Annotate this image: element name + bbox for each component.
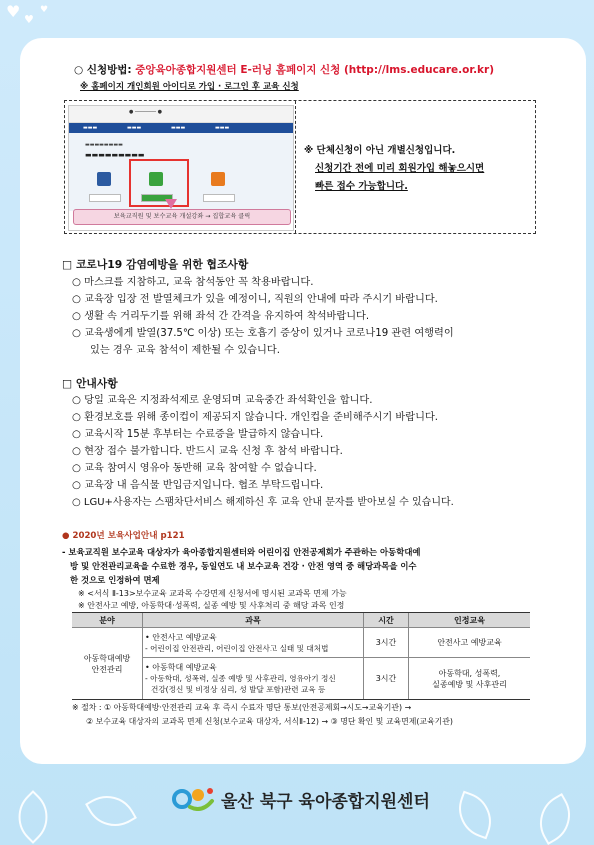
site-nav-item: ▬▬▬: [171, 125, 186, 131]
heart-icon: ♥: [6, 2, 21, 21]
course-button[interactable]: [89, 194, 121, 202]
site-logo: ● ─────── ●: [129, 109, 162, 115]
table-row: [72, 628, 530, 658]
policy-title: ● 2020년 보육사업안내 p121: [62, 531, 185, 541]
subject-cell: [143, 658, 364, 700]
policy-para: 한 것으로 인정하여 면제: [70, 575, 160, 585]
guide-line: ○ 교육 참여시 영유아 동반해 교육 참여할 수 없습니다.: [72, 463, 317, 474]
site-nav-item: ▬▬▬: [215, 125, 230, 131]
method-url[interactable]: (http://lms.educare.or.kr): [343, 64, 495, 76]
recognized-line: 실종예방 및 사후관리: [432, 679, 507, 689]
course-icon: [211, 172, 225, 186]
covid-line: ○ 교육생에게 발열(37.5℃ 이상) 또는 호흡기 증상이 있거나 코로나19 관련 여행력이: [72, 328, 454, 339]
field-line: 안전관리: [91, 664, 123, 674]
guide-line: ○ 현장 접수 불가합니다. 반드시 교육 신청 후 참석 바랍니다.: [72, 446, 343, 457]
time-cell: 3시간: [364, 658, 409, 700]
covid-line: ○ 생활 속 거리두기를 위해 좌석 간 간격을 유지하여 착석바랍니다.: [72, 311, 370, 322]
table-header: 분야: [72, 613, 143, 628]
guide-line: ○ LGU+사용자는 스팸차단서비스 해제하신 후 교육 안내 문자를 받아보실 수 있습니다.: [72, 497, 454, 508]
arrow-down-icon: [165, 199, 177, 209]
site-nav: [69, 123, 293, 133]
site-hero-subtitle: ▬▬▬▬▬▬▬▬: [85, 142, 123, 148]
box-divider: [295, 101, 296, 233]
recognized-cell: [409, 658, 531, 700]
guide-heading: □ 안내사항: [62, 377, 118, 390]
policy-note: ※ <서식 Ⅱ-13>보수교육 교과목 수강면제 신청서에 명시된 교과목 면제 가능: [78, 589, 347, 598]
recognized-line: 안전사고 예방교육: [437, 638, 502, 647]
covid-heading: □ 코로나19 감염예방을 위한 협조사항: [62, 258, 249, 271]
guide-line: ○ 교육시작 15분 후부터는 수료증을 발급하지 않습니다.: [72, 429, 324, 440]
site-nav-item: ▬▬▬: [127, 125, 142, 131]
field-cell: [72, 628, 143, 700]
method-line: [74, 64, 494, 77]
procedure-line: ② 보수교육 대상자의 교과목 면제 신청(보수교육 대상자, 서식Ⅱ-12) → ③ 명단 확인 및 교육면제(교육기관): [86, 717, 453, 726]
screenshot-note-1: ※ 단체신청이 아닌 개별신청입니다.: [304, 145, 456, 156]
elearning-site-screenshot: [68, 105, 294, 231]
procedure-line: ※ 절차 : ① 아동학대예방·안전관리 교육 후 즉시 수료자 명단 통보(안전공제회→시도→교육기관) →: [72, 703, 412, 712]
guide-line: ○ 당일 교육은 지정좌석제로 운영되며 교육중간 좌석확인을 합니다.: [72, 395, 373, 406]
subject-line: • 아동학대 예방교육: [145, 663, 217, 672]
site-topbar: [69, 106, 293, 123]
table-header-row: [72, 613, 530, 628]
method-center: 중앙육아종합지원센터 E-러닝 홈페이지 신청: [135, 64, 341, 76]
site-hero-title: ▬▬▬▬▬▬▬▬▬: [85, 151, 145, 159]
highlight-box: [129, 159, 189, 207]
subject-line: - 어린이집 안전관리, 어린이집 안전사고 실태 및 대처법: [145, 643, 329, 653]
method-note: ※ 홈페이지 개인회원 아이디로 가입 · 로그인 후 교육 신청: [80, 82, 299, 92]
table-header: 인정교육: [409, 613, 531, 628]
guide-line: ○ 환경보호를 위해 종이컵이 제공되지 않습니다. 개인컵을 준비해주시기 바랍니다.: [72, 412, 439, 423]
recognized-cell: [409, 628, 531, 658]
policy-note: ※ 안전사고 예방, 아동학대·성폭력, 실종 예방 및 사후처리 중 해당 과목 인정: [78, 601, 345, 610]
covid-line: ○ 마스크를 지참하고, 교육 참석동안 꼭 착용바랍니다.: [72, 277, 314, 288]
screenshot-callout: 보육교직원 및 보수교육 개설강좌 → 집합교육 클릭: [73, 209, 291, 225]
subject-line: 건강(정신 및 비정상 심리, 성 발달 포함)관련 교육 등: [151, 685, 326, 694]
time-cell: 3시간: [364, 628, 409, 658]
table-header: 과목: [143, 613, 364, 628]
field-line: 아동학대예방: [83, 653, 131, 663]
guide-line: ○ 교육장 내 음식물 반입금지입니다. 협조 부탁드립니다.: [72, 480, 324, 491]
heart-icon: ♥: [40, 5, 49, 15]
subject-line: • 안전사고 예방교육: [145, 632, 217, 642]
method-prefix: ○ 신청방법:: [74, 64, 132, 76]
recognized-line: 아동학대, 성폭력,: [438, 668, 501, 678]
exemption-table: [72, 612, 530, 700]
course-icon: [97, 172, 111, 186]
subject-line: - 아동학대, 성폭력, 실종 예방 및 사후관리, 영유아기 정신: [145, 674, 336, 683]
policy-para: 방 및 안전관리교육을 수료한 경우, 동일연도 내 보수교육 건강 · 안전 영역 중 해당과목을 이수: [70, 561, 417, 571]
policy-para: - 보육교직원 보수교육 대상자가 육아종합지원센터와 어린이집 안전공제회가 주관하는 아동학대예: [62, 547, 421, 557]
center-logo-icon: [172, 785, 216, 811]
screenshot-note-3: 빠른 접수 가능합니다.: [315, 181, 408, 192]
subject-cell: [143, 628, 364, 658]
table-header: 시간: [364, 613, 409, 628]
covid-line: ○ 교육장 입장 전 발열체크가 있을 예정이니, 직원의 안내에 따라 주시기 바랍니다.: [72, 294, 438, 305]
screenshot-note-2: 신청기간 전에 미리 회원가입 해놓으시면: [315, 163, 485, 174]
center-name: 울산 북구 육아종합지원센터: [221, 792, 430, 812]
course-button[interactable]: [203, 194, 235, 202]
site-nav-item: ▬▬▬: [83, 125, 98, 131]
covid-line: 있는 경우 교육 참석이 제한될 수 있습니다.: [90, 345, 280, 356]
heart-icon: ♥: [24, 13, 34, 26]
